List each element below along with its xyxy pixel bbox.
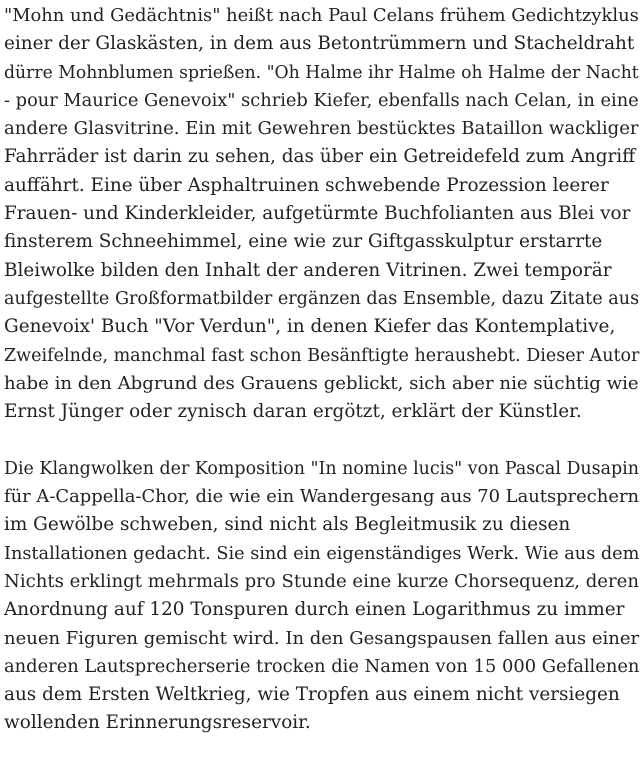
text-line: - pour Maurice Genevoix" schrieb Kiefer, ebenfalls nach Celan, in eine	[4, 89, 639, 111]
text-line: Bleiwolke bilden den Inhalt der anderen Vitrinen. Zwei temporär	[4, 259, 612, 281]
text-line: Zweifelnde, manchmal fast schon Besänftigte heraushebt. Dieser Autor	[4, 345, 640, 366]
text-line: auffährt. Eine über Asphaltruinen schwebende Prozession leerer	[4, 174, 609, 196]
text-line: anderen Lautsprecherserie trocken die Namen von 15 000 Gefallenen	[4, 655, 640, 677]
text-line: aufgestellte Großformatbilder ergänzen das Ensemble, dazu Zitate aus	[4, 288, 640, 309]
text-line: Genevoix' Buch "Vor Verdun", in denen Kiefer das Kontemplative,	[4, 316, 616, 338]
text-line: habe in den Abgrund des Grauens geblickt, sich aber nie süchtig wie	[4, 372, 639, 394]
text-line: für A-Cappella-Chor, die wie ein Wandergesang aus 70 Lautsprechern	[4, 486, 640, 508]
paragraph-2	[4, 455, 639, 738]
text-line: "Mohn und Gedächtnis" heißt nach Paul Celans frühem Gedichtzyklus	[4, 5, 639, 26]
text-line: Fahrräder ist darin zu sehen, das über ein Getreidefeld zum Angriff	[4, 146, 636, 168]
text-line: andere Glasvitrine. Ein mit Gewehren bestücktes Bataillon wackliger	[4, 118, 639, 140]
text-line: Nichts erklingt mehrmals pro Stunde eine kurze Chorsequenz, deren	[4, 570, 639, 592]
text-line: dürre Mohnblumen sprießen. "Oh Halme ihr Halme oh Halme der Nacht	[4, 62, 639, 83]
text-line: einer der Glaskästen, in dem aus Betontrümmern und Stacheldraht	[4, 33, 635, 55]
text-line: Frauen- und Kinderkleider, aufgetürmte Buchfolianten aus Blei vor	[4, 203, 631, 225]
text-line: Die Klangwolken der Komposition "In nomine lucis" von Pascal Dusapin	[4, 458, 639, 479]
text-line: finsterem Schneehimmel, eine wie zur Giftgasskulptur erstarrte	[4, 231, 603, 253]
text-line: Installationen gedacht. Sie sind ein eigenständiges Werk. Wie aus dem	[4, 543, 640, 564]
text-line: wollenden Erinnerungsreservoir.	[4, 712, 311, 734]
paragraph-1	[4, 2, 639, 426]
text-line: im Gewölbe schweben, sind nicht als Begleitmusik zu diesen	[4, 514, 571, 536]
text-line: neuen Figuren gemischt wird. In den Gesangspausen fallen aus einer	[4, 627, 640, 649]
text-line: aus dem Ersten Weltkrieg, wie Tropfen aus einem nicht versiegen	[4, 684, 620, 706]
text-line: Anordnung auf 120 Tonspuren durch einen Logarithmus zu immer	[4, 599, 625, 621]
text-line: Ernst Jünger oder zynisch daran ergötzt, erklärt der Künstler.	[4, 401, 582, 423]
